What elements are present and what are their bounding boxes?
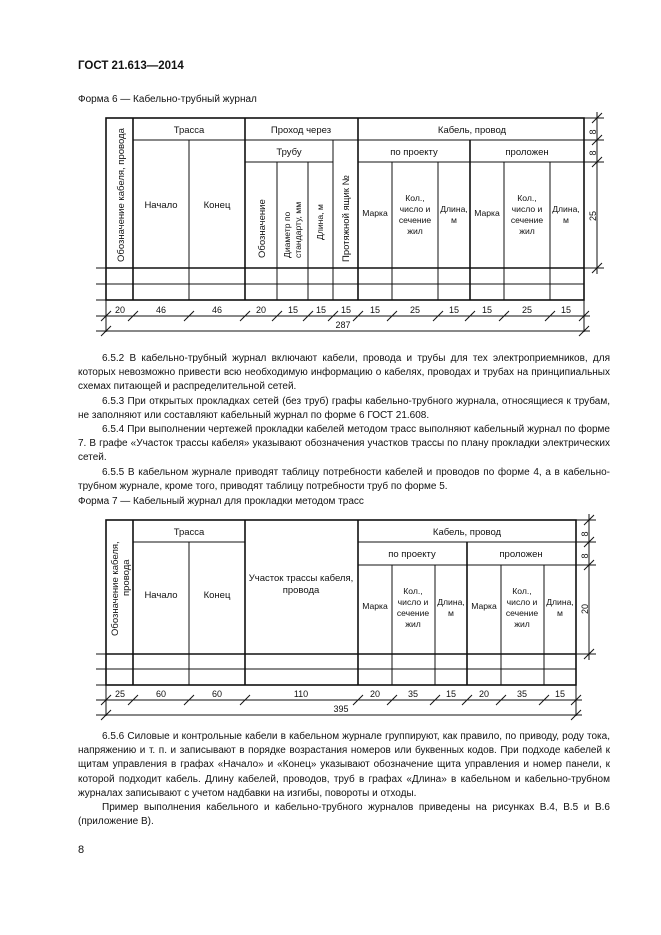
f7-rowdim-1: 8	[580, 531, 590, 537]
f7-prolozhen: проложен	[499, 549, 543, 560]
f7-coldim: 20	[369, 689, 381, 699]
f7-kol-2b: число и	[506, 597, 538, 607]
f7-dlina2-2b: м	[557, 608, 563, 618]
f6-kol-2b: число и	[511, 204, 543, 214]
f6-coldim: 15	[369, 305, 381, 315]
f6-konets: Конец	[203, 200, 231, 211]
f7-nachalo: Начало	[144, 590, 178, 601]
f6-coldim: 15	[315, 305, 327, 315]
paragraph-example: Пример выполнения кабельного и кабельно-трубного журналов приведены на рисунках В.4, В.5 и В.6 (приложение В).	[78, 802, 610, 828]
f6-dlina2-1a: Длина,	[440, 204, 468, 214]
f7-col-designation-2: провода	[121, 559, 132, 596]
f6-kabel-provod: Кабель, провод	[437, 125, 507, 136]
f7-coldim: 110	[293, 689, 309, 699]
f6-prolozhen: проложен	[505, 147, 549, 158]
f7-kol-1d: жил	[405, 619, 421, 629]
f6-kol-1a: Кол.,	[405, 193, 425, 203]
f6-coldim: 20	[255, 305, 267, 315]
f7-trassa: Трасса	[173, 527, 205, 538]
f7-coldim: 35	[516, 689, 528, 699]
paragraph-6-5-2: 6.5.2 В кабельно-трубный журнал включают кабели, провода и трубы для тех электроприемников, для которых невозможно привести всю необходимую информацию о кабелях, проводах и трубах на принципиальных схемах питающей и распределительной сетей.	[78, 353, 610, 393]
f6-coldim: 15	[287, 305, 299, 315]
f6-prokhod: Проход через	[270, 125, 332, 136]
f6-coldim: 15	[448, 305, 460, 315]
f7-coldim: 60	[155, 689, 167, 699]
f7-marka-2: Марка	[471, 601, 497, 611]
f6-rowdim-3: 25	[588, 210, 598, 222]
paragraphs-block-2	[78, 730, 610, 829]
f6-protyazhnoy: Протяжной ящик №	[341, 175, 352, 262]
f6-coldim: 25	[409, 305, 421, 315]
f6-kol-1c: сечение	[398, 215, 432, 225]
f6-marka-2: Марка	[474, 208, 500, 218]
f7-kol-2d: жил	[514, 619, 530, 629]
f6-total-dim: 287	[335, 320, 351, 330]
f6-coldim: 46	[211, 305, 223, 315]
f6-marka-1: Марка	[362, 208, 388, 218]
f7-uchastok-2: провода	[282, 585, 320, 596]
f6-kol-2a: Кол.,	[517, 193, 537, 203]
f6-coldim: 25	[521, 305, 533, 315]
f7-coldim: 15	[445, 689, 457, 699]
paragraph-6-5-4: 6.5.4 При выполнении чертежей прокладки кабелей методом трасс выполняют кабельный журнал по форме 7. В графе «Участок трассы кабеля» указывают обозначения участков трассы по плану прокладки электрических сетей.	[78, 424, 610, 464]
f6-coldim: 15	[340, 305, 352, 315]
f6-coldim: 15	[481, 305, 493, 315]
f6-dlina2-2b: м	[563, 215, 569, 225]
f7-dlina2-1b: м	[448, 608, 454, 618]
f7-rowdim-2: 8	[580, 553, 590, 559]
f7-coldim: 25	[114, 689, 126, 699]
f6-coldim: 20	[114, 305, 126, 315]
f7-kol-1c: сечение	[396, 608, 430, 618]
f7-marka-1: Марка	[362, 601, 388, 611]
f7-rowdim-3: 20	[580, 603, 590, 615]
f7-total-dim: 395	[333, 704, 349, 714]
document-code: ГОСТ 21.613—2014	[78, 60, 184, 72]
f6-rowdim-1: 8	[588, 129, 598, 135]
f7-kol-2a: Кол.,	[512, 586, 532, 596]
f6-kol-1d: жил	[407, 226, 423, 236]
paragraph-6-5-3: 6.5.3 При открытых прокладках сетей (без труб) графы кабельно-трубного журнала, относящиеся к трубам, не заполняют или составляют кабельный журнал по форме 6 ГОСТ 21.608.	[78, 395, 610, 421]
f6-dlina: Длина, м	[315, 204, 325, 240]
f6-trubu: Трубу	[276, 147, 302, 158]
f7-dlina2-2a: Длина,	[546, 597, 574, 607]
form7-caption: Форма 7 — Кабельный журнал для прокладки методом трасс	[78, 496, 364, 507]
f7-coldim: 15	[554, 689, 566, 699]
form6-caption: Форма 6 — Кабельно-трубный журнал	[78, 94, 257, 105]
f6-kol-2c: сечение	[510, 215, 544, 225]
page-number: 8	[78, 844, 85, 856]
f6-rowdim-2: 8	[588, 150, 598, 156]
f6-coldim: 15	[560, 305, 572, 315]
f7-coldim: 35	[407, 689, 419, 699]
f6-diametr-2: стандарту, мм	[293, 201, 303, 258]
f7-kol-2c: сечение	[505, 608, 539, 618]
f7-kabel-provod: Кабель, провод	[432, 527, 502, 538]
f6-po-proektu: по проекту	[390, 147, 438, 158]
f6-oboznachenie: Обозначение	[257, 199, 268, 258]
f7-uchastok-1: Участок трассы кабеля,	[248, 573, 354, 584]
f6-dlina2-2a: Длина,	[552, 204, 580, 214]
f6-dlina2-1b: м	[451, 215, 457, 225]
f7-dlina2-1a: Длина,	[437, 597, 465, 607]
f6-col-designation: Обозначение кабеля, провода	[116, 128, 127, 262]
paragraph-6-5-5: 6.5.5 В кабельном журнале приводят таблицу потребности кабелей и проводов по форме 4, а в кабельно-трубном журнале, кроме того, приводят таблицу потребности труб по форме 5.	[78, 466, 610, 492]
paragraphs-block-1	[78, 352, 610, 494]
f7-coldim: 20	[478, 689, 490, 699]
f6-diametr-1: Диаметр по	[282, 211, 292, 258]
f6-nachalo: Начало	[144, 200, 178, 211]
f7-kol-1a: Кол.,	[403, 586, 423, 596]
f7-konets: Конец	[203, 590, 231, 601]
f7-po-proektu: по проекту	[388, 549, 436, 560]
f6-kol-2d: жил	[519, 226, 535, 236]
f6-trassa: Трасса	[173, 125, 205, 136]
f6-coldim: 46	[155, 305, 167, 315]
f7-coldim: 60	[211, 689, 223, 699]
f6-kol-1b: число и	[399, 204, 431, 214]
paragraph-6-5-6: 6.5.6 Силовые и контрольные кабели в кабельном журнале группируют, как правило, по приводу, роду тока, напряжению и т. п. и записывают в порядке возрастания номеров или буквенных кодов. При подходе кабелей к щитам управления в графах «Начало» и «Конец» указывают обозначение щита управления и номер панели, к которой подходит кабель. Длину кабелей, проводов, труб в графах «Длина» в кабельном и кабельно-трубном журналах записывают с учетом надбавки на изгибы, повороты и отходы.	[78, 731, 610, 799]
f7-kol-1b: число и	[397, 597, 429, 607]
f7-col-designation-1: Обозначение кабеля,	[110, 541, 121, 636]
